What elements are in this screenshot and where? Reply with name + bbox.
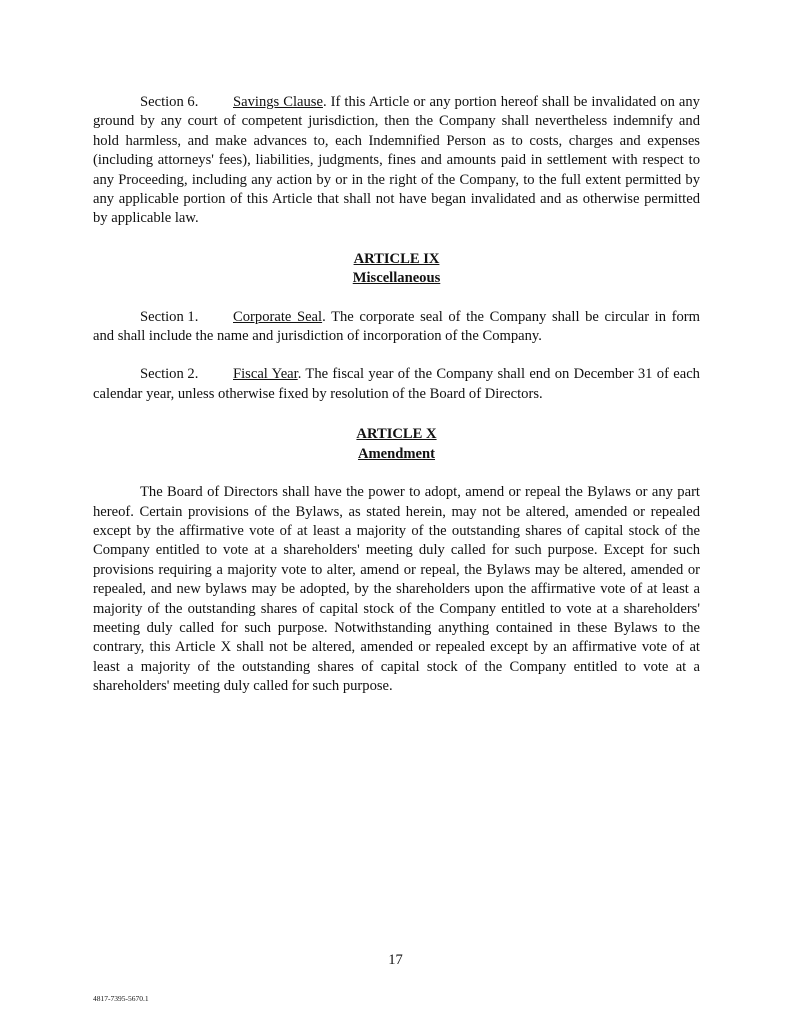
section-body: . If this Article or any portion hereof shall be invalidated on any ground by any court of competent jurisdiction, then the Company shall nevertheless indemnify and hold harmless, and make advances to, each Indemnified Person as to costs, charges and expenses (including attorneys' fees), liabilities, judgments, fines and amounts paid in settlement with respect to any Proceeding, including any action by or in the right of the Company, to the full extent permitted by any applicable portion of this Article that shall not have began invalidated and as otherwise permitted by applicable law. (93, 94, 700, 227)
document-page (93, 93, 700, 697)
article-subheading: Amendment (357, 445, 436, 462)
article-9-section-2-paragraph (93, 365, 700, 404)
section-number: Section 6. (140, 94, 199, 110)
article-subheading: Miscellaneous (352, 270, 441, 287)
section-number: Section 2. (140, 366, 199, 383)
article-heading: ARTICLE X (356, 426, 437, 443)
section-body: . The fiscal year of the Company shall end on December 31 of each calendar year, unless otherwise fixed by resolution of the Board of Directors. (93, 366, 700, 402)
section-body: . The corporate seal of the Company shall be circular in form and shall include the name and jurisdiction of incorporation of the Company. (93, 308, 700, 345)
section-number: Section 1. (140, 308, 199, 325)
section-title: Corporate Seal (233, 308, 323, 325)
article-9-section-1-paragraph (93, 308, 700, 347)
article-heading: ARTICLE IX (353, 250, 440, 267)
section-6-paragraph (93, 93, 700, 229)
document-id: 4817-7395-5670.1 (93, 994, 149, 1003)
section-title: Fiscal Year (233, 366, 298, 383)
section-title: Savings Clause (233, 94, 323, 110)
page-number: 17 (388, 952, 403, 968)
article-10-paragraph: The Board of Directors shall have the power to adopt, amend or repeal the Bylaws or any part hereof. Certain provisions of the Bylaws, as stated herein, may not be altered, amended or repealed except by the affirmative vote of at least a majority of the outstanding shares of capital stock of the Company entitled to vote at a shareholders' meeting duly called for such purpose. Except for such provisions requiring a majority vote to alter, amend or repeal, the Bylaws may be altered, amended or repealed, and new bylaws may be adopted, by the shareholders upon the affirmative vote of at least a majority of the outstanding shares of capital stock of the Company entitled to vote at a shareholders' meeting duly called for such purpose. Notwithstanding anything contained in these Bylaws to the contrary, this Article X shall not be altered, amended or repealed except by an affirmative vote of at least a majority of the outstanding shares of capital stock of the Company entitled to vote at a shareholders' meeting duly called for such purpose. (93, 484, 700, 695)
